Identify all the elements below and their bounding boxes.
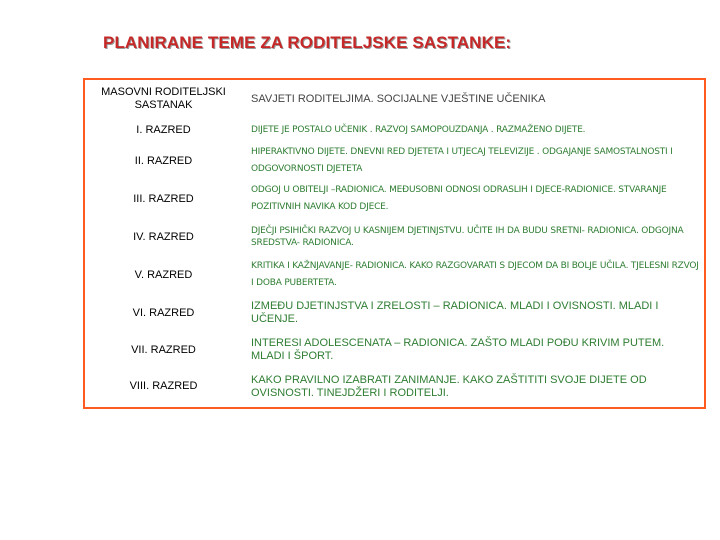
grade-cell: III. RAZRED — [133, 192, 194, 205]
header-right-cell: SAVJETI RODITELJIMA. SOCIJALNE VJEŠTINE UČENIKA — [251, 92, 546, 105]
grade-cell: I. RAZRED — [136, 123, 191, 136]
grade-cell: VII. RAZRED — [131, 343, 196, 356]
topics-cell: IZMEĐU DJETINJSTVA I ZRELOSTI – RADIONICA. MLADI I OVISNOSTI. MLADI I UČENJE. — [251, 300, 659, 325]
grade-cell: VI. RAZRED — [132, 306, 195, 319]
topics-cell: DJEČJI PSIHIČKI RAZVOJ U KASNIJEM DJETINJSTVU. UČITE IH DA BUDU SRETNI- RADIONICA. ODGOJNA SREDSTVA- RADIONICA. — [251, 226, 684, 248]
grade-cell: IV. RAZRED — [133, 230, 194, 243]
page-title: PLANIRANE TEME ZA RODITELJSKE SASTANKE: — [103, 33, 512, 52]
topics-cell: INTERESI ADOLESCENATA – RADIONICA. ZAŠTO MLADI POĐU KRIVIM PUTEM. MLADI I ŠPORT. — [251, 337, 665, 362]
topics-cell: KRITIKA I KAŽNJAVANJE- RADIONICA. KAKO RAZGOVARATI S DJECOM DA BI BOLJE UČILA. TJELESNI RZVOJ I DOBA PUBERTETA. — [251, 261, 699, 288]
grade-cell: II. RAZRED — [134, 154, 193, 167]
topics-cell: KAKO PRAVILNO IZABRATI ZANIMANJE. KAKO ZAŠTITITI SVOJE DIJETE OD OVISNOSTI. TINEJDŽERI I RODITELJI. — [251, 373, 647, 399]
meetings-table — [83, 78, 706, 409]
topics-cell: HIPERAKTIVNO DIJETE. DNEVNI RED DJETETA I UTJECAJ TELEVIZIJE . ODGAJANJE SAMOSTALNOSTI I ODGOVORNOSTI DJETETA — [251, 147, 673, 174]
header-left-cell: MASOVNI RODITELJSKI SASTANAK — [101, 86, 226, 111]
grade-cell: V. RAZRED — [134, 268, 193, 281]
topics-cell: ODGOJ U OBITELJI –RADIONICA. MEĐUSOBNI ODNOSI ODRASLIH I DJECE-RADIONICE. STVARANJE POZITIVNIH NAVIKA KOD DJECE. — [251, 185, 667, 212]
topics-cell: DIJETE JE POSTALO UČENIK . RAZVOJ SAMOPOUZDANJA . RAZMAŽENO DIJETE. — [251, 124, 586, 135]
grade-cell: VIII. RAZRED — [129, 380, 198, 392]
